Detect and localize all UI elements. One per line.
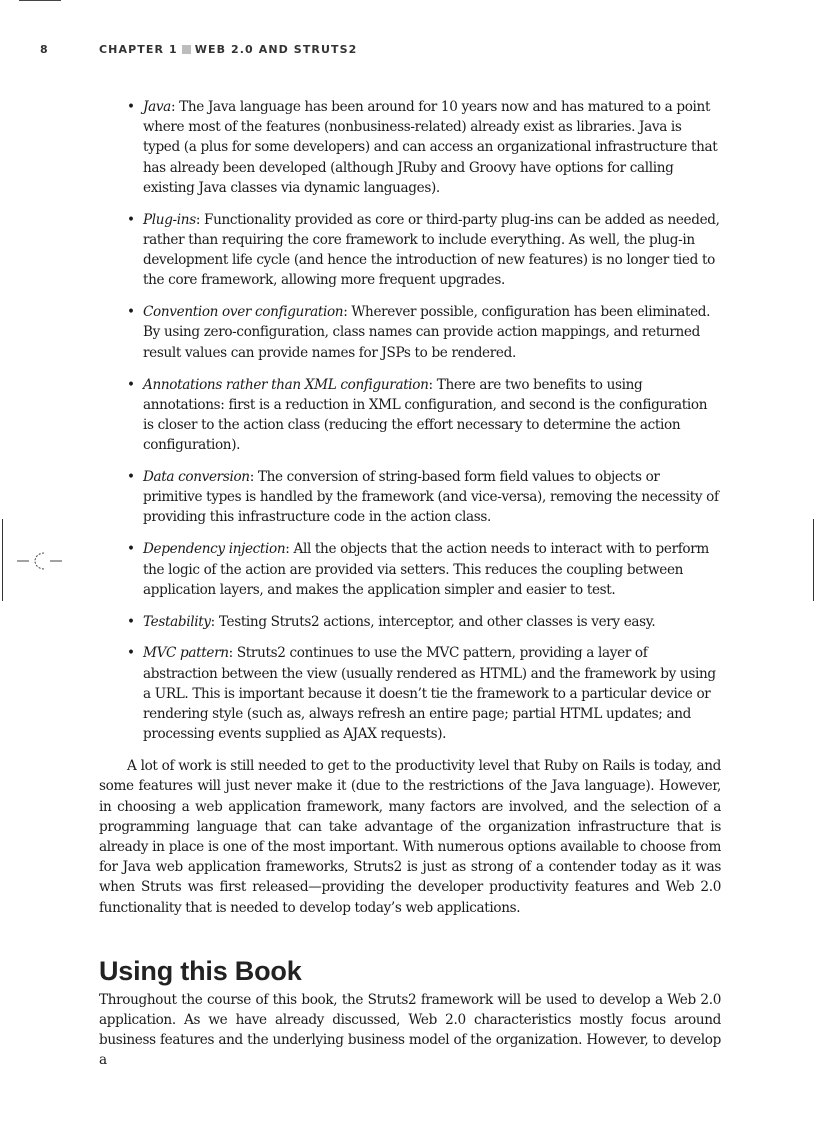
list-item-text: : The Java language has been around for 10 years now and has matured to a point where most of the features (nonbusiness-related) already exist as libraries. Java is typed (a plus for some developers) and can access an organizational infrastructure that has already been developed (although JRuby and Groovy have options for calling existing Java classes via dynamic languages). [143,99,718,196]
list-item-term: Annotations rather than XML configuration [143,376,429,393]
page-body [99,97,721,1071]
crop-mark-left [2,519,3,601]
list-item-text: : All the objects that the action needs to interact with to perform the logic of the action are provided via setters. This reduces the coupling between application layers, and makes the application simpler and easier to test. [143,541,709,598]
list-item [99,643,721,744]
list-item [99,467,721,528]
list-item-text: : The conversion of string-based form field values to objects or primitive types is handled by the framework (and vice-versa), removing the necessity of providing this infrastructure code in the action class. [143,469,719,526]
feature-list [99,97,721,745]
list-item [99,97,721,198]
list-item-term: Data conversion [143,469,250,485]
crop-mark-right [813,519,814,601]
running-header [40,43,756,59]
list-item-text: : Functionality provided as core or third-party plug-ins can be added as needed, rather than requiring the core framework to include everything. As well, the plug-in development life cycle (and hence the introduction of new features) is no longer tied to the core framework, allowing more frequent upgrades. [143,211,720,289]
separator-square-icon [182,45,191,54]
list-item-text: : Wherever possible, configuration has been eliminated. By using zero-configuration, class names can provide action mappings, and returned result values can provide names for JSPs to be rendered. [143,304,711,361]
crop-mark-top [19,0,61,1]
list-item [99,210,721,291]
list-item-text: : There are two benefits to using annotations: first is a reduction in XML configuration, and second is the configuration is closer to the action class (reducing the effort necessary to determine the action configuration). [143,376,708,454]
list-item [99,539,721,600]
list-item [99,302,721,363]
list-item [99,375,721,456]
list-item-term: Testability [143,613,211,630]
list-item-term: Dependency injection [143,541,286,558]
list-item-term: Convention over configuration [143,304,344,321]
running-title [99,43,357,56]
list-item-term: Java [143,99,171,115]
list-item-text: : Struts2 continues to use the MVC pattern, providing a layer of abstraction between the view (usually rendered as HTML) and the framework by using a URL. This is important because it doesn’t tie the framework to a particular device or rendering style (such as, always refresh an entire page; partial HTML updates; and processing events supplied as AJAX requests). [143,645,716,743]
page-number: 8 [40,43,49,56]
list-item-term: Plug-ins [143,211,196,228]
section-heading: Using this Book [99,955,302,986]
chapter-title: WEB 2.0 AND STRUTS2 [194,43,358,56]
list-item [99,612,721,632]
list-item-term: MVC pattern [143,645,229,662]
list-item-text: : Testing Struts2 actions, interceptor, and other classes is very easy. [210,613,656,630]
section-paragraph: Throughout the course of this book, the Struts2 framework will be used to develop a Web 2.0 application. As we have already discussed, Web 2.0 characteristics mostly focus around business features and the underlying business model of the organization. However, to develop a [99,991,721,1069]
registration-mark-icon [17,549,63,573]
body-paragraph: A lot of work is still needed to get to the productivity level that Ruby on Rails is today, and some features will just never make it (due to the restrictions of the Java language). However, in choosing a web application framework, many factors are involved, and the selection of a programming language that can take advantage of the organization infrastructure that is already in place is one of the most important. With numerous options available to choose from for Java web application frameworks, Struts2 is just as strong of a contender today as it was when Struts was first released—providing the developer productivity features and Web 2.0 functionality that is needed to develop today’s web applications. [99,758,721,916]
chapter-label: CHAPTER 1 [99,43,178,56]
